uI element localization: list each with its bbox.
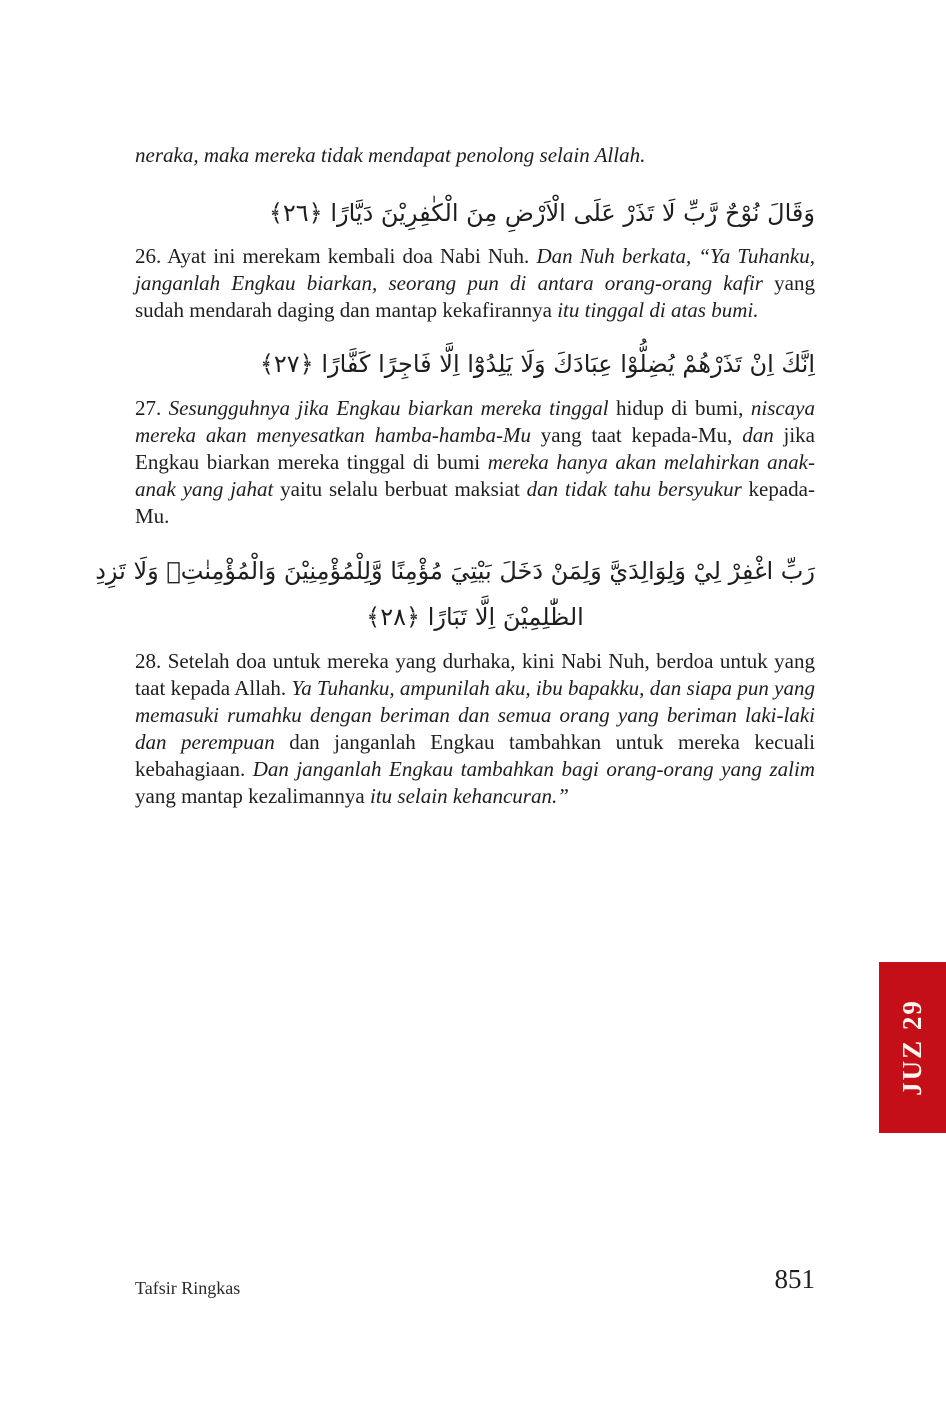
arabic-verse-26-line: وَقَالَ نُوْحٌ رَّبِّ لَا تَذَرْ عَلَى الْاَرْضِ مِنَ الْكٰفِرِيْنَ دَيَّارًا ﴿٢٦﴾ (268, 199, 815, 227)
footer-page-number: 851 (774, 1264, 815, 1294)
lead-continuation-line: neraka, maka mereka tidak mendapat penolong selain Allah. (135, 143, 646, 167)
arabic-verse-28-line-2: الظّٰلِمِيْنَ اِلَّا تَبَارًا ﴿٢٨﴾ (366, 603, 584, 631)
footer-book-title: Tafsir Ringkas (135, 1278, 241, 1298)
paragraph-verse-27-commentary: 27. Sesungguhnya jika Engkau biarkan mereka tinggal hidup di bumi, niscaya mereka akan menyesatkan hamba-hamba-Mu yang taat kepada-Mu, dan jika Engkau biarkan mereka tinggal di bumi mereka hanya akan melahirkan anak-anak yang jahat yaitu selalu berbuat maksiat dan tidak tahu bersyukur kepada-Mu. (135, 396, 816, 528)
arabic-verse-28-line-1: رَبِّ اغْفِرْ لِيْ وَلِوَالِدَيَّ وَلِمَنْ دَخَلَ بَيْتِيَ مُؤْمِنًا وَّلِلْمُؤْمِنِيْنَ وَالْمُؤْمِنٰتِۗ وَلَا تَزِدِ (95, 557, 815, 585)
paragraph-verse-26-commentary: 26. Ayat ini merekam kembali doa Nabi Nuh. Dan Nuh berkata, “Ya Tuhanku, janganlah Engkau biarkan, seorang pun di antara orang-orang kafir yang sudah mendarah daging dan mantap kekafirannya itu tinggal di atas bumi. (135, 244, 816, 322)
arabic-verse-27-line: اِنَّكَ اِنْ تَذَرْهُمْ يُضِلُّوْا عِبَادَكَ وَلَا يَلِدُوْٓا اِلَّا فَاجِرًا كَفَّارًا ﴿٢٧﴾ (259, 350, 815, 378)
paragraph-verse-28-commentary: 28. Setelah doa untuk mereka yang durhaka, kini Nabi Nuh, berdoa untuk yang taat kepada Allah. Ya Tuhanku, ampunilah aku, ibu bapakku, dan siapa pun yang memasuki rumahku dengan beriman dan semua orang yang beriman laki-laki dan perempuan dan janganlah Engkau tambahkan untuk mereka kecuali kebahagiaan. Dan janganlah Engkau tambahkan bagi orang-orang yang zalim yang mantap kezalimannya itu selain kehancuran.” (135, 649, 815, 808)
juz-29-side-tab (879, 962, 946, 1133)
arabic-verse-28 (95, 548, 815, 640)
juz-29-side-tab-label: JUZ 29 (897, 999, 928, 1096)
arabic-verse-26 (135, 190, 815, 236)
arabic-verse-27 (135, 341, 815, 387)
main-text-column (95, 0, 816, 810)
